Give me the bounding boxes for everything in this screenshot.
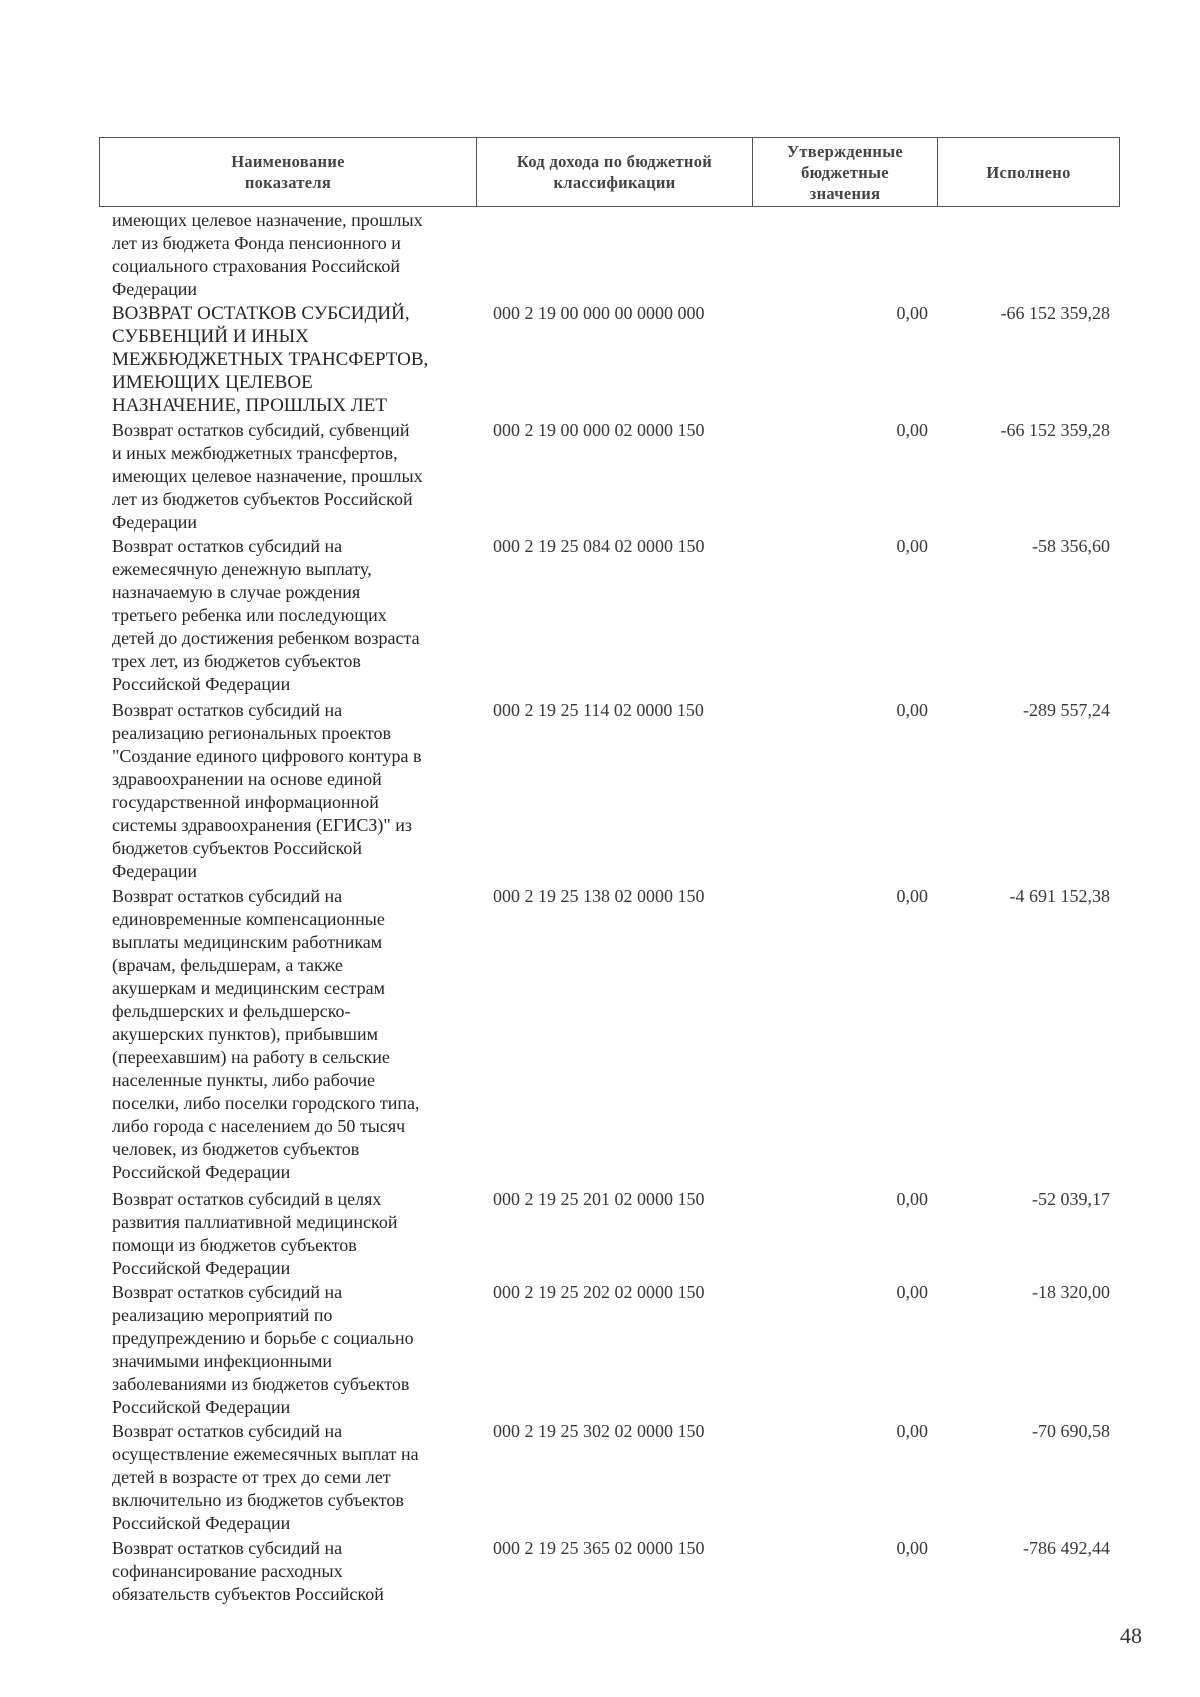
row-name: Возврат остатков субсидий в целях развития паллиативной медицинской помощи из бюджетов субъектов Российской Федерации [112, 1189, 398, 1278]
row-approved: 0,00 [896, 1189, 928, 1209]
row-approved: 0,00 [896, 1282, 928, 1302]
row-name: Возврат остатков субсидий на единовременные компенсационные выплаты медицинским работникам (врачам, фельдшерам, а также акушеркам и медицинским сестрам фельдшерских и фельдшерско- акушерских пунктов), прибывшим (переехавшим) на работу в сельские населенные пункты, либо рабочие поселки, либо поселки городского типа, либо города с населением до 50 тысяч человек, из бюджетов субъектов Российской Федерации [112, 886, 420, 1182]
row-approved: 0,00 [896, 536, 928, 556]
row-executed: -66 152 359,28 [1000, 420, 1110, 440]
row-name: Возврат остатков субсидий на реализацию региональных проектов "Создание единого цифрового контура в здравоохранении на основе единой государственной информационной системы здравоохранения (ЕГИСЗ)" из бюджетов субъектов Российской Федерации [112, 700, 422, 881]
table-header [99, 137, 1120, 207]
row-code: 000 2 19 25 138 02 0000 150 [493, 886, 705, 906]
header-executed: Исполнено [986, 162, 1071, 182]
row-name: Возврат остатков субсидий, субвенций и иных межбюджетных трансфертов, имеющих целевое назначение, прошлых лет из бюджетов субъектов Российской Федерации [112, 420, 423, 532]
header-name: Наименование показателя [100, 138, 477, 206]
page-number: 48 [1120, 1623, 1142, 1648]
row-executed: -4 691 152,38 [1009, 886, 1110, 906]
row-approved: 0,00 [896, 700, 928, 720]
row-approved: 0,00 [896, 1421, 928, 1441]
row-executed: -70 690,58 [1032, 1421, 1110, 1441]
row-name: Возврат остатков субсидий на осуществление ежемесячных выплат на детей в возрасте от трех до семи лет включительно из бюджетов субъектов Российской Федерации [112, 1421, 419, 1533]
row-executed: -52 039,17 [1032, 1189, 1110, 1209]
row-name: имеющих целевое назначение, прошлых лет из бюджета Фонда пенсионного и социального страхования Российской Федерации [112, 210, 423, 299]
row-code: 000 2 19 25 365 02 0000 150 [493, 1538, 705, 1558]
row-name: Возврат остатков субсидий на ежемесячную денежную выплату, назначаемую в случае рождения третьего ребенка или последующих детей до достижения ребенком возраста трех лет, из бюджетов субъектов Российской Федерации [112, 536, 420, 694]
row-approved: 0,00 [896, 420, 928, 440]
row-code: 000 2 19 25 114 02 0000 150 [493, 700, 704, 720]
row-approved: 0,00 [896, 303, 928, 323]
header-code: Код дохода по бюджетной классификации [477, 138, 753, 206]
row-executed: -58 356,60 [1032, 536, 1110, 556]
row-executed: -786 492,44 [1023, 1538, 1110, 1558]
row-approved: 0,00 [896, 1538, 928, 1558]
row-name: Возврат остатков субсидий на софинансирование расходных обязательств субъектов Российской [112, 1538, 384, 1604]
row-code: 000 2 19 25 201 02 0000 150 [493, 1189, 705, 1209]
row-approved: 0,00 [896, 886, 928, 906]
row-code: 000 2 19 25 302 02 0000 150 [493, 1421, 705, 1441]
row-code: 000 2 19 25 202 02 0000 150 [493, 1282, 705, 1302]
header-approved: Утвержденные бюджетные значения [753, 138, 938, 206]
row-name: ВОЗВРАТ ОСТАТКОВ СУБСИДИЙ, СУБВЕНЦИЙ И ИНЫХ МЕЖБЮДЖЕТНЫХ ТРАНСФЕРТОВ, ИМЕЮЩИХ ЦЕЛЕВОЕ НАЗНАЧЕНИЕ, ПРОШЛЫХ ЛЕТ [112, 303, 429, 416]
row-executed: -18 320,00 [1032, 1282, 1110, 1302]
row-code: 000 2 19 25 084 02 0000 150 [493, 536, 705, 556]
row-code: 000 2 19 00 000 00 0000 000 [493, 303, 705, 323]
row-executed: -66 152 359,28 [1000, 303, 1110, 323]
row-name: Возврат остатков субсидий на реализацию мероприятий по предупреждению и борьбе с социально значимыми инфекционными заболеваниями из бюджетов субъектов Российской Федерации [112, 1282, 414, 1417]
row-code: 000 2 19 00 000 02 0000 150 [493, 420, 705, 440]
row-executed: -289 557,24 [1023, 700, 1110, 720]
